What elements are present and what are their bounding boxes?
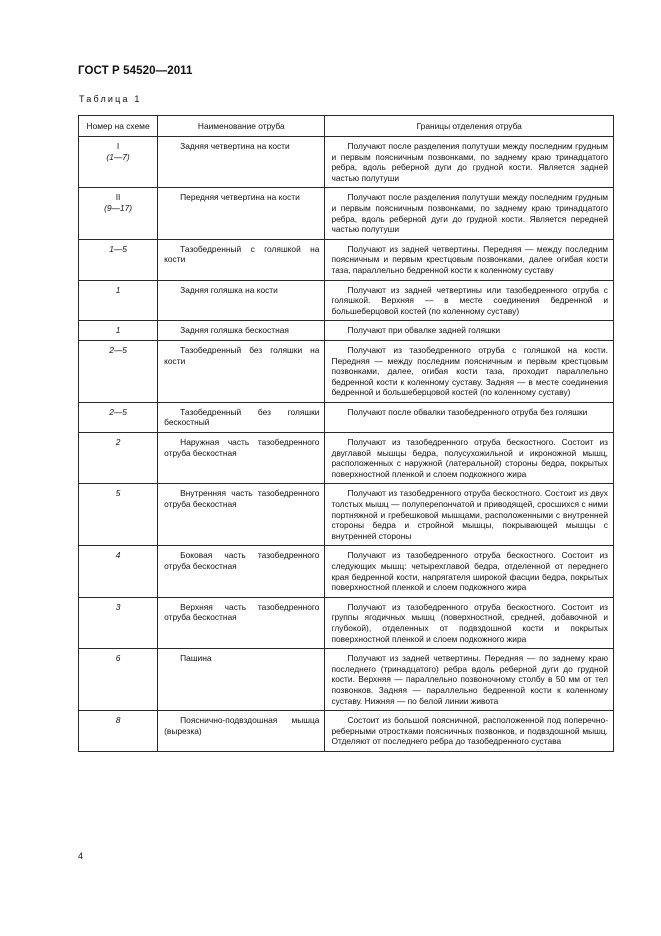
table-row [79, 137, 614, 188]
cell-cut-name [158, 546, 325, 597]
cell-boundaries: Получают из тазобедренного отруба бескостного. Состоит из двух толстых мышц — полуперепончатой и приводящей, сросшихся с ними портняжной и гребешковой мышцами, расположенными с внутренней стороны бедра и стройной мышцы, покрывающей мышцы с внутренней стороны [325, 484, 614, 546]
document-title: ГОСТ Р 54520—2011 [78, 65, 193, 77]
cell-cut-name [158, 597, 325, 648]
cell-cut-name [158, 711, 325, 752]
table-row [79, 340, 614, 402]
cut-name: Тазобедренный без голяшки на кости [164, 344, 320, 366]
cut-name: Задняя четвертина на кости [180, 141, 290, 151]
cell-cut-name [158, 239, 325, 280]
table-row [79, 711, 614, 752]
cut-name: Пашина [180, 653, 212, 664]
cell-scheme-number [79, 239, 158, 280]
scheme-number: 1—5 [109, 243, 127, 254]
scheme-number: 2 [115, 437, 121, 448]
cut-name: Задняя голяшка бескостная [180, 325, 289, 336]
cell-boundaries: Получают из тазобедренного отруба бескостного. Состоит из следующих мышц: четырехглавой бедра, отделенной от переднего края бедренной кости, напрягателя широкой фасции бедра, покрытых поверхностной пленкой и слоем подкожного жира [325, 546, 614, 597]
cell-scheme-number [79, 546, 158, 597]
scheme-number: 3 [115, 601, 121, 612]
scheme-number: 8 [115, 715, 121, 726]
cell-scheme-number [79, 280, 158, 321]
scheme-number: II [115, 192, 121, 203]
cell-scheme-number [79, 340, 158, 402]
cell-cut-name [158, 340, 325, 402]
cut-name: Наружная часть тазобедренного отруба бескостная [164, 437, 320, 458]
scheme-number-range: (9—17) [104, 202, 133, 213]
table-row [79, 402, 614, 432]
table-row [79, 649, 614, 711]
scheme-number: 1 [115, 284, 121, 295]
scheme-number: 5 [115, 488, 121, 499]
cut-name: Передняя четвертина на кости [180, 192, 300, 203]
cell-scheme-number [79, 321, 158, 341]
cell-boundaries: Получают из тазобедренного отруба бескостного. Состоит из группы ягодичных мышц (поверхностной, средней, добавочной и глубокой), отделенных от подвздошной кости и покрытых поверхностной пленкой и слоем подкожного жира [325, 597, 614, 648]
cut-name: Пояснично-подвздошная мышца (вырезка) [164, 715, 320, 736]
column-header-boundaries: Границы отделения отруба [325, 116, 614, 137]
table-header-row [79, 116, 614, 137]
scheme-number: 2—5 [109, 406, 127, 417]
cut-name: Боковая часть тазобедренного отруба бескостная [164, 550, 320, 571]
cell-cut-name [158, 433, 325, 484]
table-row [79, 433, 614, 484]
cuts-table [78, 115, 614, 752]
scheme-number-range: (1—7) [106, 151, 130, 162]
cell-scheme-number [79, 433, 158, 484]
cell-boundaries: Получают из тазобедренного отруба бескостного. Состоит из двуглавой мышцы бедра, полусухожильной и икроножной мышц, расположенных с наружной (латеральной) стороны бедра, покрытых поверхностной пленкой и слоем подкожного жира [325, 433, 614, 484]
scheme-number: 2—5 [109, 344, 127, 355]
column-header-cut-name: Наименование отруба [158, 116, 325, 137]
cell-boundaries: Получают после разделения полутуши между последним грудным и первым поясничным позвонками, по заднему краю тринадцатого ребра, вдоль реберной дуги до грудной кости. Является передней частью полутуши [325, 188, 614, 239]
cut-name: Тазобедренный с голяшкой на кости [164, 243, 320, 265]
cell-scheme-number [79, 402, 158, 432]
table-row [79, 280, 614, 321]
cut-name: Тазобедренный без голяшки бескостный [164, 406, 320, 428]
cell-cut-name [158, 402, 325, 432]
cell-cut-name [158, 649, 325, 711]
scheme-number: I [116, 141, 120, 151]
cell-cut-name [158, 137, 325, 188]
table-row [79, 484, 614, 546]
cell-boundaries: Получают из задней четвертины. Передняя — между последним поясничным и первым крестцовым позвонками, далее огибая кости таза, параллельно бедренной кости к коленному суставу [325, 239, 614, 280]
cell-cut-name [158, 484, 325, 546]
cell-scheme-number [79, 188, 158, 239]
cut-name: Задняя голяшка на кости [180, 284, 278, 295]
table-row [79, 188, 614, 239]
page-number: 4 [78, 851, 84, 861]
table-caption: Таблица 1 [79, 94, 142, 104]
cut-name: Внутренняя часть тазобедренного отруба бескостная [164, 488, 320, 510]
cell-scheme-number [79, 711, 158, 752]
table-row [79, 546, 614, 597]
cell-scheme-number [79, 597, 158, 648]
cell-cut-name [158, 188, 325, 239]
cell-boundaries: Получают после разделения полутуши между последним грудным и первым поясничным позвонками, по заднему краю тринадцатого ребра, вдоль реберной дуги до грудной кости. Является задней частью полутуши [325, 137, 614, 188]
cell-boundaries: Получают из тазобедренного отруба с голяшкой на кости. Передняя — между последним поясничным и первым крестцовым позвонками, далее, огибая кости таза, проходит параллельно бедренной кости к коленному суставу. Задняя — в месте соединения бедренной и большеберцовой костей (по коленному суставу) [325, 340, 614, 402]
cell-boundaries: Получают при обвалке задней голяшки [325, 321, 614, 341]
cell-scheme-number [79, 649, 158, 711]
table-body [79, 137, 614, 752]
cut-name: Верхняя часть тазобедренного отруба бескостная [164, 601, 320, 623]
scheme-number: 6 [115, 653, 121, 664]
cell-cut-name [158, 321, 325, 341]
scheme-number: 4 [115, 550, 121, 561]
cell-scheme-number [79, 137, 158, 188]
scheme-number: 1 [115, 325, 121, 336]
cell-cut-name [158, 280, 325, 321]
cell-boundaries: Получают из задней четвертины или тазобедренного отруба с голяшкой. Верхняя — в месте соединения бедренной и большеберцовой костей (по коленному суставу) [325, 280, 614, 321]
table-row [79, 597, 614, 648]
cell-boundaries: Состоит из большой поясничной, расположенной под поперечно-реберными отростками поясничных позвонков, и подвздошной мышц. Отделяют от последнего ребра до тазобедренного сустава [325, 711, 614, 752]
table-row [79, 239, 614, 280]
cell-boundaries: Получают после обвалки тазобедренного отруба без голяшки [325, 402, 614, 432]
column-header-number: Номер на схеме [79, 116, 158, 137]
table-row [79, 321, 614, 341]
cell-boundaries: Получают из задней четвертины. Передняя — по заднему краю последнего (тринадцатого) ребра вдоль реберной дуги до грудной кости. Верхняя — параллельно позвоночному столбу в 50 мм от тел позвонков. Задняя — параллельно бедренной кости к коленному суставу. Нижняя — по белой линии живота [325, 649, 614, 711]
cell-scheme-number [79, 484, 158, 546]
